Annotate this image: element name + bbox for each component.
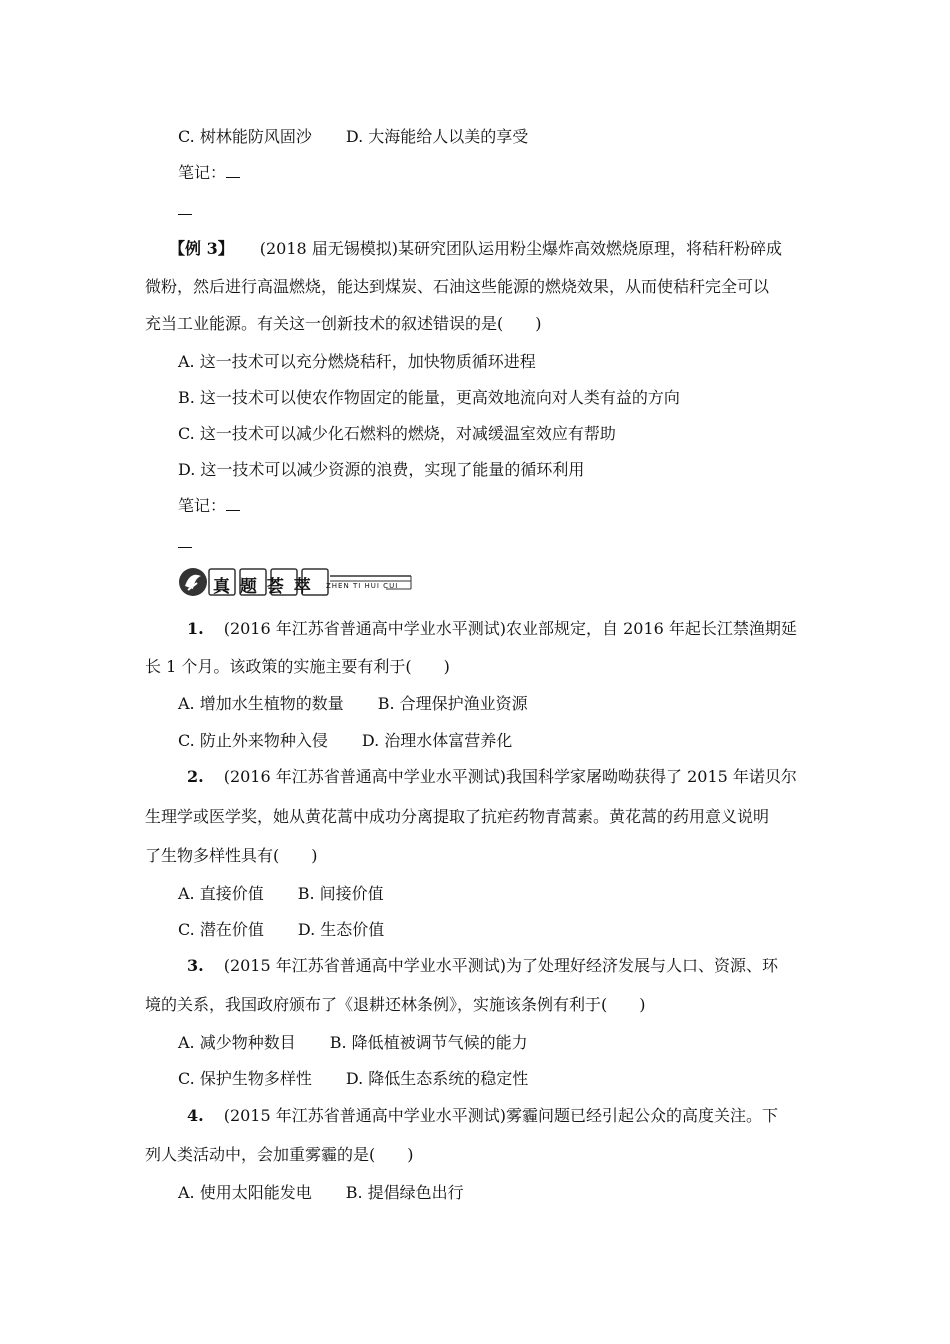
example3-option-a: A. 这一技术可以充分燃烧秸秆，加快物质循环进程 [178,352,536,371]
option-b: B. 降低植被调节气候的能力 [329,1033,528,1052]
question-3-options-cd [178,1068,528,1090]
option-b: B. 合理保护渔业资源 [377,694,528,713]
example3-stem-line1 [145,238,782,260]
question-2-options-cd [178,919,384,941]
question-number: 4. [187,1106,204,1125]
question-number: 1. [187,619,204,638]
option-a: A. 增加水生植物的数量 [178,694,344,713]
note-line [178,495,240,517]
option-row [178,126,528,148]
note-line [178,162,240,184]
option-a: A. 直接价值 [178,884,264,903]
question-3-stem-line2: 境的关系，我国政府颁布了《退耕还林条例》，实施该条例有利于( ) [145,995,646,1014]
option-a: A. 使用太阳能发电 [178,1183,312,1202]
option-c: C. 保护生物多样性 [178,1069,312,1088]
section-header [176,563,416,601]
example3-stem-line3: 充当工业能源。有关这一创新技术的叙述错误的是( ) [145,314,542,333]
question-3-options-ab [178,1032,528,1054]
question-2-stem-line3: 了生物多样性具有( ) [145,846,318,865]
section-subtitle: ZHEN TI HUI CUI [326,582,399,590]
option-c: C. 潜在价值 [178,920,264,939]
section-title: 真 题 荟 萃 [213,577,313,597]
option-d: D. 大海能给人以美的享受 [345,127,529,146]
note-dash [178,547,192,548]
option-d: D. 生态价值 [297,920,385,939]
question-1-stem-line1 [145,618,797,640]
note-blank [226,496,240,511]
question-1-options-cd [178,730,512,752]
option-d: D. 治理水体富营养化 [361,731,513,750]
question-number: 3. [187,956,204,975]
note-label: 笔记： [178,163,227,182]
question-3-stem-line1 [145,955,778,977]
question-stem: (2016 年江苏省普通高中学业水平测试)农业部规定，自 2016 年起长江禁渔期延 [223,619,797,638]
option-c: C. 防止外来物种入侵 [178,731,328,750]
example3-option-c: C. 这一技术可以减少化石燃料的燃烧，对减缓温室效应有帮助 [178,424,616,443]
question-4-options-ab [178,1182,464,1204]
option-b: B. 提倡绿色出行 [345,1183,464,1202]
question-1-options-ab [178,693,528,715]
question-2-stem-line1 [145,766,797,788]
note-blank [226,163,240,178]
question-stem: (2015 年江苏省普通高中学业水平测试)雾霾问题已经引起公众的高度关注。下 [223,1106,778,1125]
question-stem: (2016 年江苏省普通高中学业水平测试)我国科学家屠呦呦获得了 2015 年诺贝尔 [223,767,797,786]
option-a: A. 减少物种数目 [178,1033,296,1052]
option-c: C. 树林能防风固沙 [178,127,312,146]
note-dash [178,214,192,215]
question-4-stem-line2: 列人类活动中，会加重雾霾的是( ) [145,1145,414,1164]
example3-option-d: D. 这一技术可以减少资源的浪费，实现了能量的循环利用 [178,460,585,479]
note-label: 笔记： [178,496,227,515]
question-2-options-ab [178,883,384,905]
example3-option-b: B. 这一技术可以使农作物固定的能量，更高效地流向对人类有益的方向 [178,388,680,407]
question-stem: (2015 年江苏省普通高中学业水平测试)为了处理好经济发展与人口、资源、环 [223,956,778,975]
option-b: B. 间接价值 [297,884,384,903]
question-4-stem-line1 [145,1105,778,1127]
example3-stem-line2: 微粉，然后进行高温燃烧，能达到煤炭、石油这些能源的燃烧效果，从而使秸秆完全可以 [145,277,770,296]
example-tag: 【例 3】 [169,239,234,258]
option-d: D. 降低生态系统的稳定性 [345,1069,529,1088]
question-1-stem-line2: 长 1 个月。该政策的实施主要有利于( ) [145,657,450,676]
question-2-stem-line2: 生理学或医学奖，她从黄花蒿中成功分离提取了抗疟药物青蒿素。黄花蒿的药用意义说明 [145,807,770,826]
question-number: 2. [187,767,204,786]
example-stem-1: (2018 届无锡模拟)某研究团队运用粉尘爆炸高效燃烧原理，将秸秆粉碎成 [259,239,783,258]
